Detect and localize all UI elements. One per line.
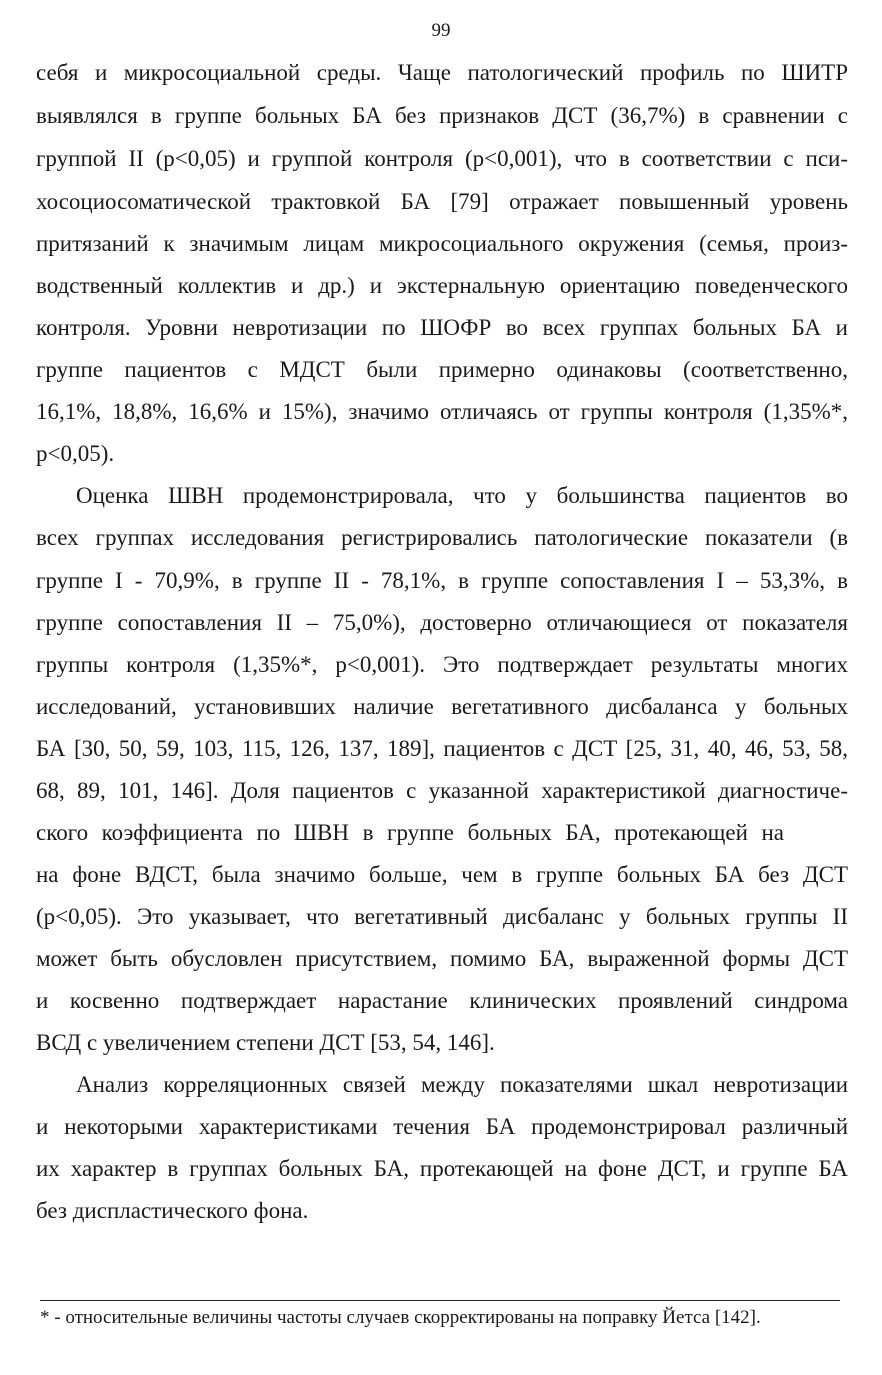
text-line: группе пациентов с МДСТ были примерно одинаковы (соответственно,: [36, 357, 848, 382]
text-line: p<0,05).: [36, 441, 115, 466]
text-line: 16,1%, 18,8%, 16,6% и 15%), значимо отличаясь от группы контроля (1,35%*,: [36, 399, 848, 424]
text-line: (p<0,05). Это указывает, что вегетативный дисбаланс у больных группы II: [36, 904, 848, 929]
footnote-divider: [40, 1300, 840, 1301]
text-line: группой II (p<0,05) и группой контроля (p<0,001), что в соответствии с пси-: [36, 146, 848, 171]
text-line: группе I - 70,9%, в группе II - 78,1%, в группе сопоставления I – 53,3%, в: [36, 568, 848, 593]
text-line: ВСД с увеличением степени ДСТ [53, 54, 146].: [36, 1030, 495, 1055]
text-line: и некоторыми характеристиками течения БА продемонстрировал различный: [36, 1114, 848, 1139]
text-line: хосоциосоматической трактовкой БА [79] отражает повышенный уровень: [36, 189, 848, 214]
text-line: ского коэффициента по ШВН в группе больных БА, протекающей на: [36, 820, 784, 845]
text-line: группы контроля (1,35%*, p<0,001). Это подтверждает результаты многих: [36, 652, 848, 677]
page-number: 99: [431, 20, 451, 41]
text-line: 68, 89, 101, 146]. Доля пациентов с указанной характеристикой диагностиче-: [36, 778, 848, 803]
text-line: может быть обусловлен присутствием, помимо БА, выраженной формы ДСТ: [36, 946, 848, 971]
text-line: контроля. Уровни невротизации по ШОФР во всех группах больных БА и: [36, 315, 848, 340]
text-line: Оценка ШВН продемонстрировала, что у большинства пациентов во: [76, 483, 848, 508]
text-line: без диспластического фона.: [36, 1198, 309, 1223]
text-line: и косвенно подтверждает нарастание клинических проявлений синдрома: [36, 988, 848, 1013]
text-line: выявлялся в группе больных БА без признаков ДСТ (36,7%) в сравнении с: [36, 103, 848, 128]
text-line: водственный коллектив и др.) и экстернальную ориентацию поведенческого: [36, 273, 848, 298]
text-line: притязаний к значимым лицам микросоциального окружения (семья, произ-: [36, 231, 848, 256]
footnote: * - относительные величины частоты случаев скорректированы на поправку Йетса [142].: [40, 1307, 761, 1328]
text-line: всех группах исследования регистрировались патологические показатели (в: [36, 525, 848, 550]
text-line: себя и микросоциальной среды. Чаще патологический профиль по ШИТР: [36, 60, 848, 85]
text-line: на фоне ВДСТ, была значимо больше, чем в группе больных БА без ДСТ: [36, 862, 848, 887]
text-line: БА [30, 50, 59, 103, 115, 126, 137, 189], пациентов с ДСТ [25, 31, 40, 46, 53, 58,: [36, 736, 848, 761]
text-line: их характер в группах больных БА, протекающей на фоне ДСТ, и группе БА: [36, 1156, 848, 1181]
text-line: исследований, установивших наличие вегетативного дисбаланса у больных: [36, 694, 848, 719]
text-line: группе сопоставления II – 75,0%), достоверно отличающиеся от показателя: [36, 610, 848, 635]
text-line: Анализ корреляционных связей между показателями шкал невротизации: [76, 1072, 848, 1097]
